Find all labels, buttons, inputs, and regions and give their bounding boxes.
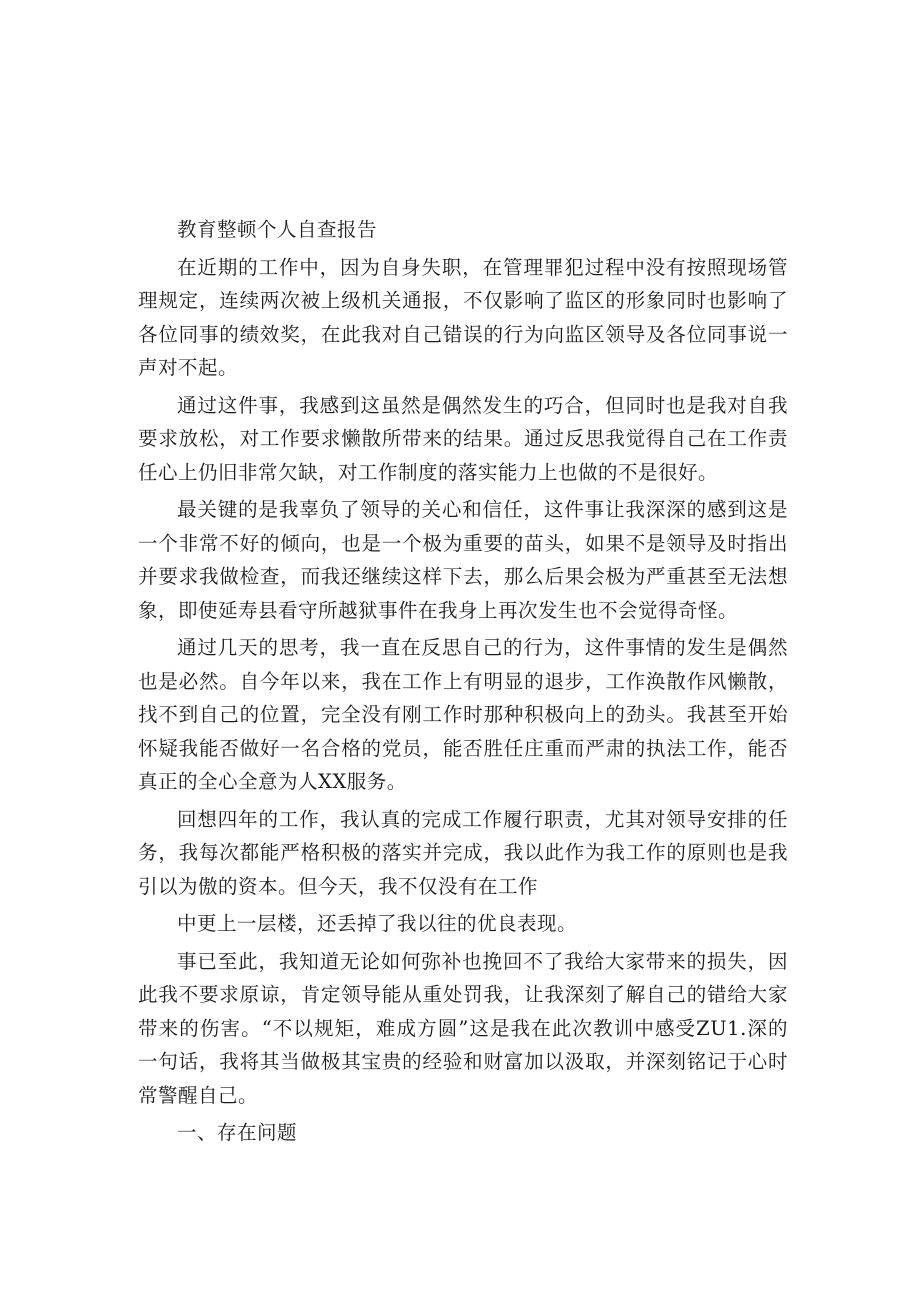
section-heading: 一、存在问题 bbox=[177, 1121, 298, 1144]
paragraph: 事已至此，我知道无论如何弥补也挽回不了我给大家带来的损失，因此我不要求原谅，肯定领导能从重处罚我，让我深刻了解自己的错给大家带来的伤害。“不以规矩，难成方圆”这是我在此次教训中感受ZU1.深的一句话，我将其当做极其宝贵的经验和财富加以汲取，并深刻铭记于心时常警醒自己。 bbox=[138, 949, 788, 1107]
document-title: 教育整顿个人自查报告 bbox=[177, 218, 378, 241]
paragraph: 通过这件事，我感到这虽然是偶然发生的巧合，但同时也是我对自我要求放松，对工作要求懒散所带来的结果。通过反思我觉得自己在工作责任心上仍旧非常欠缺，对工作制度的落实能力上也做的不是很好。 bbox=[138, 393, 788, 484]
paragraph: 通过几天的思考，我一直在反思自己的行为，这件事情的发生是偶然也是必然。自今年以来，我在工作上有明显的退步，工作涣散作风懒散，找不到自己的位置，完全没有刚工作时那种积极向上的劲头。我甚至开始怀疑我能否做好一名合格的党员，能否胜任庄重而严肃的执法工作，能否真正的全心全意为人XX服务。 bbox=[138, 636, 788, 793]
paragraph: 中更上一层楼，还丢掉了我以往的优良表现。 bbox=[177, 912, 578, 935]
paragraph: 最关键的是我辜负了领导的关心和信任，这件事让我深深的感到这是一个非常不好的倾向，也是一个极为重要的苗头，如果不是领导及时指出并要求我做检查，而我还继续这样下去，那么后果会极为严重甚至无法想象，即使延寿县看守所越狱事件在我身上再次发生也不会觉得奇怪。 bbox=[138, 498, 788, 622]
paragraph: 回想四年的工作，我认真的完成工作履行职责，尤其对领导安排的任务，我每次都能严格积极的落实并完成，我以此作为我工作的原则也是我引以为傲的资本。但今天，我不仅没有在工作 bbox=[138, 807, 788, 898]
document-body bbox=[138, 213, 788, 1150]
paragraph: 在近期的工作中，因为自身失职，在管理罪犯过程中没有按照现场管理规定，连续两次被上级机关通报，不仅影响了监区的形象同时也影响了各位同事的绩效奖，在此我对自己错误的行为向监区领导及各位同事说一声对不起。 bbox=[138, 255, 788, 379]
